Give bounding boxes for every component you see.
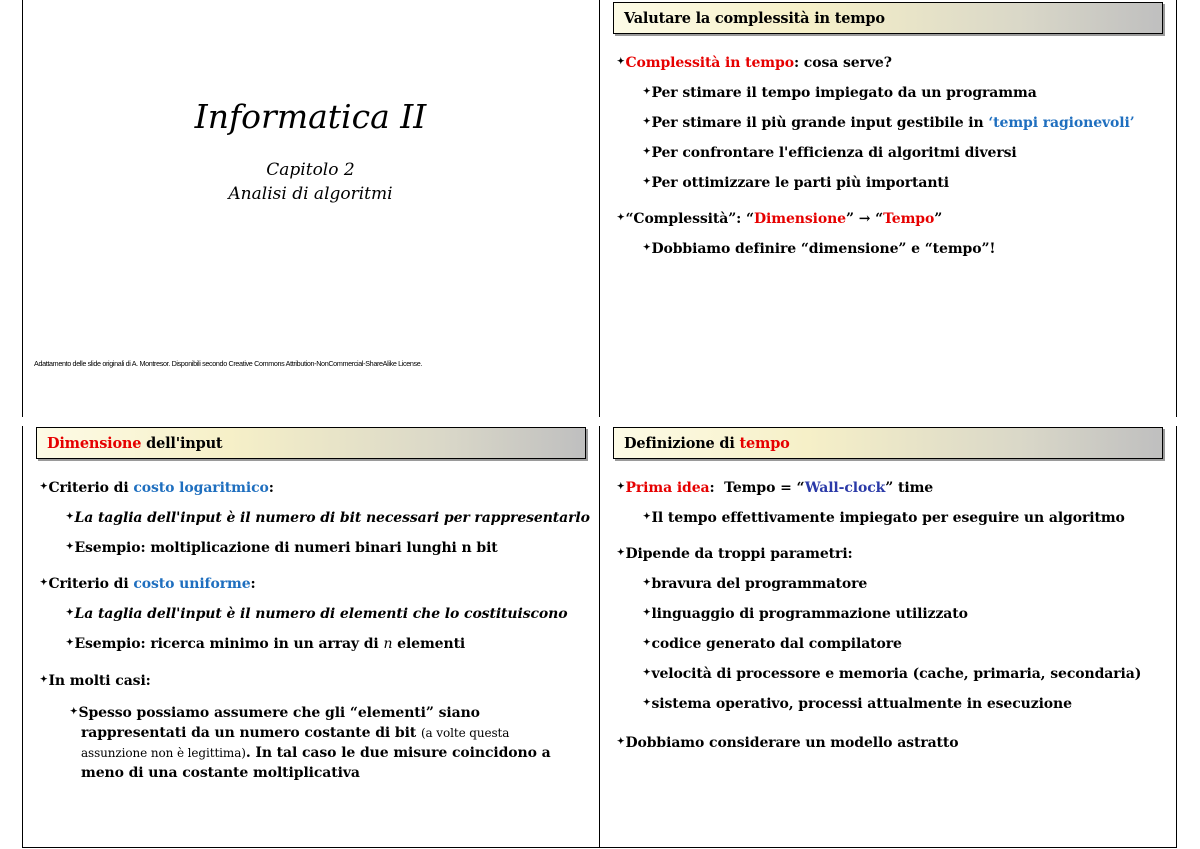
bullet-text: “Complessità”: “ <box>625 211 754 227</box>
slide-heading-text: Valutare la complessità in tempo <box>624 9 885 27</box>
sub-bullet-item <box>643 606 968 622</box>
bullet-icon: ✦ <box>643 117 651 127</box>
slide-heading <box>613 427 1163 459</box>
frame-right-top <box>1176 0 1177 417</box>
chapter-label: Capitolo 2 <box>266 160 355 180</box>
bullet-text: ” <box>934 211 943 227</box>
bullet-text: Dipende da troppi parametri: <box>625 546 853 562</box>
bullet-text: : Tempo = “ <box>709 480 805 496</box>
variable-text: n <box>383 636 393 652</box>
highlight-text: costo uniforme <box>133 576 251 592</box>
bullet-text: Spesso possiamo assumere che gli “elementi” siano rappresentati da un numero costante di bit <box>78 705 480 741</box>
bullet-text: In molti casi: <box>48 673 151 689</box>
slide-heading <box>36 427 586 459</box>
bullet-icon: ✦ <box>643 638 651 648</box>
frame-right-bottom <box>1176 426 1177 848</box>
sub-bullet-item <box>643 696 1072 712</box>
bullet-text: : cosa serve? <box>793 55 892 71</box>
sub-bullet-item <box>643 241 995 257</box>
frame-left-bottom <box>22 426 23 848</box>
bullet-icon: ✦ <box>66 542 74 552</box>
bullet-text: linguaggio di programmazione utilizzato <box>651 606 968 622</box>
slide-heading-text: dell'input <box>141 434 223 452</box>
bullet-text: elementi <box>392 636 466 652</box>
bullet-text: Per ottimizzare le parti più importanti <box>651 175 950 191</box>
bullet-text: sistema operativo, processi attualmente in esecuzione <box>651 696 1072 712</box>
bullet-icon: ✦ <box>617 213 625 223</box>
bullet-text: Criterio di <box>48 576 134 592</box>
bullet-icon: ✦ <box>643 608 651 618</box>
sub-bullet-item <box>643 145 1017 161</box>
bullet-text: : <box>268 480 274 496</box>
highlight-text: Wall-clock <box>804 480 886 496</box>
bullet-text: bravura del programmatore <box>651 576 868 592</box>
bullet-text: . In tal caso le due misure coincidono a meno di una costante moltiplicativa <box>81 745 551 781</box>
bullet-icon: ✦ <box>617 737 625 747</box>
slide-heading-text: Definizione di <box>624 434 740 452</box>
highlight-text: Prima idea <box>625 480 710 496</box>
bullet-text: Criterio di <box>48 480 134 496</box>
bullet-text: Dobbiamo definire “dimensione” e “tempo”! <box>651 241 996 257</box>
bullet-icon: ✦ <box>643 147 651 157</box>
sub-bullet-item <box>66 540 498 556</box>
highlight-text: Tempo <box>883 211 935 227</box>
bullet-text: La taglia dell'input è il numero di bit necessari per rappresentarlo <box>74 510 590 526</box>
sub-bullet-item <box>643 636 902 652</box>
bullet-icon: ✦ <box>617 482 625 492</box>
sub-bullet-item <box>66 636 465 652</box>
sub-bullet-item <box>66 510 590 526</box>
course-title: Informatica II <box>194 97 427 136</box>
bullet-icon: ✦ <box>643 177 651 187</box>
bullet-icon: ✦ <box>617 548 625 558</box>
bullet-item <box>40 576 256 592</box>
bullet-text: Per stimare il più grande input gestibile in <box>651 115 989 131</box>
bullet-item <box>40 673 151 689</box>
bullet-text: : <box>250 576 256 592</box>
bullet-text: velocità di processore e memoria (cache, primaria, secondaria) <box>651 666 1142 682</box>
bullet-item <box>617 546 853 562</box>
highlight-text: tempo <box>739 434 790 452</box>
bullet-icon: ✦ <box>643 668 651 678</box>
bullet-text: Il tempo effettivamente impiegato per eseguire un algoritmo <box>651 510 1125 526</box>
bullet-item <box>40 480 274 496</box>
frame-divider-bottom <box>599 426 600 848</box>
bullet-text: ” → “ <box>845 211 884 227</box>
bullet-text: Esempio: ricerca minimo in un array di <box>74 636 384 652</box>
bullet-item <box>617 55 892 71</box>
bullet-text: La taglia dell'input è il numero di elementi che lo costituiscono <box>74 606 568 622</box>
license-footnote: Adattamento delle slide originali di A. Montresor. Disponibili secondo Creative Commons Attribution-NonCommercial-ShareAlike License. <box>34 359 423 368</box>
slide-heading <box>613 2 1163 34</box>
sub-bullet-item <box>70 702 576 783</box>
highlight-text: Complessità in tempo <box>625 55 794 71</box>
sub-bullet-item <box>643 576 867 592</box>
bullet-icon: ✦ <box>40 578 48 588</box>
frame-bottom-edge <box>22 847 1177 848</box>
bullet-item <box>617 735 959 751</box>
frame-left-top <box>22 0 23 417</box>
sub-bullet-item <box>643 666 1141 682</box>
bullet-icon: ✦ <box>40 482 48 492</box>
bullet-icon: ✦ <box>66 512 74 522</box>
bullet-item <box>617 211 942 227</box>
bullet-icon: ✦ <box>643 243 651 253</box>
frame-divider-top <box>599 0 600 417</box>
bullet-text: codice generato dal compilatore <box>651 636 902 652</box>
bullet-icon: ✦ <box>617 57 625 67</box>
bullet-icon: ✦ <box>643 87 651 97</box>
highlight-text: Dimensione <box>47 434 142 452</box>
chapter-subtitle: Analisi di algoritmi <box>228 184 393 204</box>
highlight-text: costo logaritmico <box>133 480 269 496</box>
bullet-text: Per confrontare l'efficienza di algoritmi diversi <box>651 145 1017 161</box>
bullet-icon: ✦ <box>40 675 48 685</box>
bullet-icon: ✦ <box>643 512 651 522</box>
bullet-text: Per stimare il tempo impiegato da un programma <box>651 85 1037 101</box>
highlight-text: ‘tempi ragionevoli’ <box>988 115 1135 131</box>
bullet-text: Dobbiamo considerare un modello astratto <box>625 735 959 751</box>
bullet-text: ” time <box>885 480 934 496</box>
bullet-icon: ✦ <box>66 608 74 618</box>
bullet-text: Esempio: moltiplicazione di numeri binari lunghi n bit <box>74 540 498 556</box>
sub-bullet-item <box>643 85 1037 101</box>
bullet-icon: ✦ <box>643 578 651 588</box>
sub-bullet-item <box>643 175 949 191</box>
sub-bullet-item <box>66 606 567 622</box>
sub-bullet-item <box>643 115 1134 131</box>
bullet-icon: ✦ <box>66 638 74 648</box>
highlight-text: Dimensione <box>753 211 846 227</box>
bullet-icon: ✦ <box>643 698 651 708</box>
bullet-icon: ✦ <box>70 707 78 717</box>
bullet-item <box>617 480 933 496</box>
note-text: (a volte questa assunzione non è legittima) <box>81 726 510 760</box>
sub-bullet-item <box>643 510 1125 526</box>
